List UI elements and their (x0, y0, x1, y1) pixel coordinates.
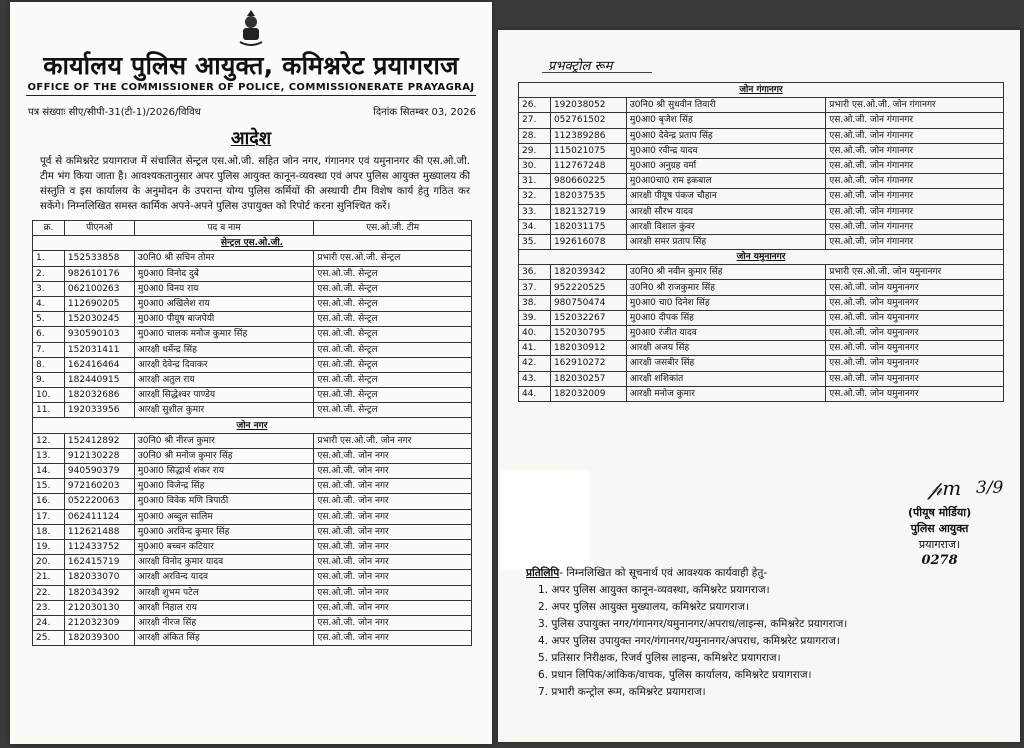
serial-cell: 24. (33, 615, 65, 630)
team-cell: एस.ओ.जी. जोन नगर (314, 615, 472, 630)
pno-cell: 162415719 (64, 555, 134, 570)
serial-cell: 23. (33, 600, 65, 615)
note-underline (542, 72, 652, 73)
rank-name-cell: आरक्षी विशाल कुंवर (626, 219, 825, 234)
team-cell: एस.ओ.जी. जोन यमुनानगर (826, 326, 1004, 341)
rank-name-cell: आरक्षी निहाल राय (134, 600, 314, 615)
serial-cell: 18. (33, 524, 65, 539)
serial-cell: 34. (519, 219, 551, 234)
order-body-text: पूर्व से कमिश्नरेट प्रयागराज में संचालित सेन्ट्रल एस.ओ.जी. सहित जोन नगर, गंगानगर एवं यमुनानगर की एस.ओ.जी. टीम भंग किया जाता है। आवश्यकतानुसार अपर पुलिस आयुक्त कानून-व्यवस्था एवं अपर पुलिस आयुक्त मुख्यालय की संस्तुति व इस कार्यालय के अनुमोदन के उपरान्त योग्य पुलिस कर्मियों की अस्थायी टीम विशेष कार्य हेतु गठित कर सकेंगे। निम्नलिखित समस्त कार्मिक अपने-अपने पुलिस उपायुक्त को रिपोर्ट करना सुनिश्चित करें। (40, 156, 470, 212)
team-cell: एस.ओ.जी. सेन्ट्रल (314, 327, 472, 342)
team-cell: एस.ओ.जी. जोन यमुनानगर (826, 310, 1004, 325)
serial-cell: 44. (519, 386, 551, 401)
serial-cell: 33. (519, 204, 551, 219)
team-cell: एस.ओ.जी. जोन नगर (314, 631, 472, 646)
rank-name-cell: आरक्षी देवेन्द्र दिवाकर (134, 357, 314, 372)
serial-cell: 9. (33, 372, 65, 387)
rank-name-cell: आरक्षी सिद्धेश्वर पाण्डेय (134, 388, 314, 403)
rank-name-cell: उ0नि0 श्री सुधवीन तिवारी (626, 98, 825, 113)
copy-to-section (526, 565, 1006, 701)
team-cell: प्रभारी एस.ओ.जी. जोन गंगानगर (826, 98, 1004, 113)
rank-name-cell: आरक्षी धर्मेन्द्र सिंह (134, 342, 314, 357)
copy-list-item: 6. प्रधान लिपिक/आंकिक/वाचक, पुलिस कार्यालय, कमिश्नरेट प्रयागराज। (538, 669, 812, 681)
table-row (33, 509, 472, 524)
serial-cell: 14. (33, 464, 65, 479)
pno-cell: 182030912 (550, 341, 626, 356)
table-row (33, 570, 472, 585)
serial-cell: 16. (33, 494, 65, 509)
pno-cell: 052761502 (550, 113, 626, 128)
table-row (33, 479, 472, 494)
rank-name-cell: मु0आ0 अरविन्द कुमार सिंह (134, 524, 314, 539)
team-cell: एस.ओ.जी. जोन गंगानगर (826, 204, 1004, 219)
team-cell: एस.ओ.जी. जोन नगर (314, 555, 472, 570)
rank-name-cell: आरक्षी मनोज कुमार (626, 386, 825, 401)
serial-cell: 4. (33, 296, 65, 311)
team-cell: एस.ओ.जी. जोन नगर (314, 448, 472, 463)
pno-cell: 212032309 (64, 615, 134, 630)
header-serial: क्र. (33, 221, 65, 236)
team-cell: एस.ओ.जी. जोन नगर (314, 509, 472, 524)
table-row (33, 372, 472, 387)
pno-cell: 182030257 (550, 371, 626, 386)
table-row (519, 98, 1004, 113)
rank-name-cell: मु0आ0 विजेन्द्र सिंह (134, 479, 314, 494)
pno-cell: 182032686 (64, 388, 134, 403)
pno-cell: 182032009 (550, 386, 626, 401)
rank-name-cell: मु0आ0 देवेन्द्र प्रताप सिंह (626, 128, 825, 143)
team-cell: एस.ओ.जी. जोन नगर (314, 479, 472, 494)
team-cell: एस.ओ.जी. जोन यमुनानगर (826, 341, 1004, 356)
team-cell: एस.ओ.जी. सेन्ट्रल (314, 266, 472, 281)
signatory-name: (पीयूष मोर्डिया) (908, 506, 972, 519)
signature-date: 3/9 (976, 478, 1004, 498)
serial-cell: 30. (519, 158, 551, 173)
rank-name-cell: आरक्षी अतुल राय (134, 372, 314, 387)
pno-cell: 212030130 (64, 600, 134, 615)
letter-number: पत्र संख्याः सीए/सीपी-31(टी-1)/2026/विविध (28, 107, 201, 118)
serial-cell: 43. (519, 371, 551, 386)
pno-cell: 112767248 (550, 158, 626, 173)
serial-cell: 29. (519, 143, 551, 158)
copy-intro-line (526, 565, 1006, 582)
copy-list-item: 5. प्रतिसार निरीक्षक, रिजर्व पुलिस लाइन्स, कमिश्नरेट प्रयागराज। (538, 652, 781, 664)
serial-cell: 35. (519, 234, 551, 249)
police-emblem-icon (236, 8, 266, 48)
rank-name-cell: मु0आ0 विनय राय (134, 281, 314, 296)
section-heading: सेन्ट्रल एस.ओ.जी. (33, 236, 472, 251)
pno-cell: 152030795 (550, 326, 626, 341)
order-title: आदेश (230, 128, 272, 149)
office-title-hindi: कार्यालय पुलिस आयुक्त, कमिश्नरेट प्रयागराज (43, 51, 459, 80)
serial-cell: 32. (519, 189, 551, 204)
team-cell: एस.ओ.जी. जोन गंगानगर (826, 158, 1004, 173)
table-row (33, 524, 472, 539)
table-row (519, 128, 1004, 143)
table-row (519, 143, 1004, 158)
table-row (33, 448, 472, 463)
personnel-table-right (518, 82, 1004, 402)
table-row (33, 539, 472, 554)
team-cell: एस.ओ.जी. जोन गंगानगर (826, 219, 1004, 234)
header-rank-name: पद व नाम (134, 221, 314, 236)
section-heading-row (33, 236, 472, 251)
table-row (519, 204, 1004, 219)
section-heading: जोन नगर (33, 418, 472, 433)
table-row (33, 600, 472, 615)
header-divider (26, 95, 476, 96)
pno-cell: 052220063 (64, 494, 134, 509)
pno-cell: 980750474 (550, 295, 626, 310)
table-row (33, 388, 472, 403)
team-cell: एस.ओ.जी. सेन्ट्रल (314, 281, 472, 296)
rank-name-cell: आरक्षी शशिकांत (626, 371, 825, 386)
team-cell: एस.ओ.जी. सेन्ट्रल (314, 296, 472, 311)
rank-name-cell: आरक्षी सुशील कुमार (134, 403, 314, 418)
serial-cell: 17. (33, 509, 65, 524)
table-row (33, 585, 472, 600)
pno-cell: 952220525 (550, 280, 626, 295)
rank-name-cell: आरक्षी शुभम पटेल (134, 585, 314, 600)
signature-scribble: 𝓅m (928, 476, 962, 500)
section-heading-row (33, 418, 472, 433)
table-row (33, 357, 472, 372)
table-row (33, 342, 472, 357)
table-row (33, 615, 472, 630)
pno-cell: 182132719 (550, 204, 626, 219)
rank-name-cell: आरक्षी विनोद कुमार यादव (134, 555, 314, 570)
serial-cell: 39. (519, 310, 551, 325)
rank-name-cell: आरक्षी अरविन्द यादव (134, 570, 314, 585)
rank-name-cell: आरक्षी अंकित सिंह (134, 631, 314, 646)
copy-intro: - निम्नलिखित को सूचनार्थ एवं आवश्यक कार्यवाही हेतु- (559, 567, 768, 579)
serial-cell: 2. (33, 266, 65, 281)
table-row (33, 464, 472, 479)
pno-cell: 980660225 (550, 174, 626, 189)
pno-cell: 062100263 (64, 281, 134, 296)
copy-list-item: 3. पुलिस उपायुक्त नगर/गंगानगर/यमुनानगर/अपराध/लाइन्स, कमिश्नरेट प्रयागराज। (538, 618, 848, 630)
team-cell: एस.ओ.जी. सेन्ट्रल (314, 403, 472, 418)
order-page-1 (10, 2, 492, 744)
team-cell: एस.ओ.जी. जोन यमुनानगर (826, 280, 1004, 295)
team-cell: एस.ओ.जी. सेन्ट्रल (314, 372, 472, 387)
pno-cell: 192033956 (64, 403, 134, 418)
serial-cell: 8. (33, 357, 65, 372)
pno-cell: 912130228 (64, 448, 134, 463)
personnel-table-left (32, 220, 472, 646)
header-pno: पीएनओ (64, 221, 134, 236)
rank-name-cell: मु0आ0 बच्चन कटियार (134, 539, 314, 554)
header-team: एस.ओ.जी. टीम (314, 221, 472, 236)
pno-cell: 152032267 (550, 310, 626, 325)
rank-name-cell: मु0आ0 अखिलेश राय (134, 296, 314, 311)
pno-cell: 162416464 (64, 357, 134, 372)
signatory-designation: पुलिस आयुक्त (910, 522, 969, 535)
table-row (519, 295, 1004, 310)
table-row (519, 386, 1004, 401)
table-row (519, 174, 1004, 189)
letter-date: दिनांक सितम्बर 03, 2026 (373, 107, 476, 118)
pno-cell: 112621488 (64, 524, 134, 539)
pno-cell: 115021075 (550, 143, 626, 158)
serial-cell: 5. (33, 312, 65, 327)
team-cell: एस.ओ.जी. जोन गंगानगर (826, 234, 1004, 249)
rank-name-cell: उ0नि0 श्री नीरज कुमार (134, 433, 314, 448)
table-row (519, 326, 1004, 341)
team-cell: एस.ओ.जी. जोन गंगानगर (826, 128, 1004, 143)
team-cell: एस.ओ.जी. जोन यमुनानगर (826, 295, 1004, 310)
table-row (519, 158, 1004, 173)
table-row (519, 113, 1004, 128)
rank-name-cell: उ0नि0 श्री मनोज कुमार सिंह (134, 448, 314, 463)
rank-name-cell: आरक्षी अजय सिंह (626, 341, 825, 356)
signatory-place: प्रयागराज। (918, 538, 961, 551)
rank-name-cell: मु0आ0 अनुग्रह वर्मा (626, 158, 825, 173)
rank-name-cell: मु0आ0 सिद्धार्थ शंकर राय (134, 464, 314, 479)
table-row (519, 234, 1004, 249)
pno-cell: 182037535 (550, 189, 626, 204)
serial-cell: 13. (33, 448, 65, 463)
pno-cell: 112389286 (550, 128, 626, 143)
copy-list (526, 582, 1006, 701)
rank-name-cell: मु0आ0 विनोद दुबे (134, 266, 314, 281)
table-row (33, 555, 472, 570)
dispatch-number: 0278 (921, 553, 958, 568)
rank-name-cell: मु0आ0 अब्दुल सालिम (134, 509, 314, 524)
team-cell: एस.ओ.जी. जोन नगर (314, 539, 472, 554)
table-row (33, 266, 472, 281)
table-header-row (33, 221, 472, 236)
rank-name-cell: मु0आ0 विवेक मणि त्रिपाठी (134, 494, 314, 509)
table-row (33, 631, 472, 646)
team-cell: एस.ओ.जी. जोन गंगानगर (826, 174, 1004, 189)
table-row (519, 265, 1004, 280)
serial-cell: 3. (33, 281, 65, 296)
pno-cell: 112690205 (64, 296, 134, 311)
serial-cell: 38. (519, 295, 551, 310)
team-cell: एस.ओ.जी. जोन गंगानगर (826, 113, 1004, 128)
serial-cell: 1. (33, 251, 65, 266)
serial-cell: 26. (519, 98, 551, 113)
table-row (519, 371, 1004, 386)
pno-cell: 182440915 (64, 372, 134, 387)
team-cell: एस.ओ.जी. जोन नगर (314, 464, 472, 479)
order-page-2 (498, 30, 1020, 742)
pno-cell: 972160203 (64, 479, 134, 494)
table-row (33, 403, 472, 418)
pno-cell: 062411124 (64, 509, 134, 524)
rank-name-cell: मु0आ0चा0 राम इकबाल (626, 174, 825, 189)
pno-cell: 982610176 (64, 266, 134, 281)
serial-cell: 15. (33, 479, 65, 494)
table-row (33, 296, 472, 311)
rank-name-cell: आरक्षी सौरभ यादव (626, 204, 825, 219)
copy-list-item: 1. अपर पुलिस आयुक्त कानून-व्यवस्था, कमिश्नरेट प्रयागराज। (538, 584, 770, 596)
pno-cell: 152031411 (64, 342, 134, 357)
pno-cell: 930590103 (64, 327, 134, 342)
team-cell: एस.ओ.जी. जोन नगर (314, 600, 472, 615)
serial-cell: 21. (33, 570, 65, 585)
table-row (519, 356, 1004, 371)
serial-cell: 20. (33, 555, 65, 570)
table-row (519, 189, 1004, 204)
pno-cell: 182033070 (64, 570, 134, 585)
table-row (33, 494, 472, 509)
serial-cell: 31. (519, 174, 551, 189)
serial-cell: 11. (33, 403, 65, 418)
pno-cell: 182039342 (550, 265, 626, 280)
team-cell: एस.ओ.जी. जोन नगर (314, 524, 472, 539)
table-row (519, 310, 1004, 325)
rank-name-cell: आरक्षी जसबीर सिंह (626, 356, 825, 371)
serial-cell: 19. (33, 539, 65, 554)
team-cell: एस.ओ.जी. जोन नगर (314, 570, 472, 585)
team-cell: प्रभारी एस.ओ.जी. सेन्ट्रल (314, 251, 472, 266)
team-cell: एस.ओ.जी. सेन्ट्रल (314, 388, 472, 403)
serial-cell: 22. (33, 585, 65, 600)
table-row (33, 327, 472, 342)
section-heading-row (519, 83, 1004, 98)
team-cell: प्रभारी एस.ओ.जी. जोन यमुनानगर (826, 265, 1004, 280)
rank-name-cell: मु0आ0 चा0 दिनेश सिंह (626, 295, 825, 310)
pno-cell: 940590379 (64, 464, 134, 479)
serial-cell: 37. (519, 280, 551, 295)
table-row (33, 433, 472, 448)
handwritten-note: प्रभक्ट्रोल रूम (548, 59, 613, 74)
serial-cell: 6. (33, 327, 65, 342)
copy-list-item: 4. अपर पुलिस उपायुक्त नगर/गंगानगर/यमुनानगर/अपराध, कमिश्नरेट प्रयागराज। (538, 635, 840, 647)
pno-cell: 192616078 (550, 234, 626, 249)
serial-cell: 28. (519, 128, 551, 143)
rank-name-cell: मु0आ0 रवीन्द्र यादव (626, 143, 825, 158)
pno-cell: 182031175 (550, 219, 626, 234)
rank-name-cell: मु0आ0 दीपक सिंह (626, 310, 825, 325)
team-cell: एस.ओ.जी. सेन्ट्रल (314, 342, 472, 357)
team-cell: एस.ओ.जी. जोन नगर (314, 494, 472, 509)
team-cell: एस.ओ.जी. जोन यमुनानगर (826, 356, 1004, 371)
serial-cell: 7. (33, 342, 65, 357)
pno-cell: 182039300 (64, 631, 134, 646)
pno-cell: 192038052 (550, 98, 626, 113)
rank-name-cell: मु0आ0 चालक मनोज कुमार सिंह (134, 327, 314, 342)
rank-name-cell: आरक्षी समर प्रताप सिंह (626, 234, 825, 249)
serial-cell: 10. (33, 388, 65, 403)
pno-cell: 152412892 (64, 433, 134, 448)
table-row (33, 312, 472, 327)
team-cell: एस.ओ.जी. जोन यमुनानगर (826, 371, 1004, 386)
pno-cell: 152030245 (64, 312, 134, 327)
section-heading: जोन गंगानगर (519, 83, 1004, 98)
rank-name-cell: मु0आ0 रंजीत यादव (626, 326, 825, 341)
section-heading: जोन यमुनानगर (519, 250, 1004, 265)
table-row (519, 280, 1004, 295)
redacted-area (500, 470, 590, 570)
team-cell: एस.ओ.जी. सेन्ट्रल (314, 312, 472, 327)
serial-cell: 25. (33, 631, 65, 646)
table-row (33, 281, 472, 296)
office-title-english: OFFICE OF THE COMMISSIONER OF POLICE, COMMISSIONERATE PRAYAGRAJ (27, 82, 475, 93)
copy-heading: प्रतिलिपि (526, 567, 560, 579)
serial-cell: 41. (519, 341, 551, 356)
team-cell: एस.ओ.जी. जोन यमुनानगर (826, 386, 1004, 401)
rank-name-cell: आरक्षी पीयूष पंकज चौहान (626, 189, 825, 204)
table-row (519, 219, 1004, 234)
serial-cell: 12. (33, 433, 65, 448)
rank-name-cell: मु0आ0 पीयूष बाजपेयी (134, 312, 314, 327)
team-cell: एस.ओ.जी. जोन नगर (314, 585, 472, 600)
team-cell: एस.ओ.जी. जोन गंगानगर (826, 189, 1004, 204)
copy-list-item: 7. प्रभारी कन्ट्रोल रूम, कमिश्नरेट प्रयागराज। (538, 686, 706, 698)
pno-cell: 112433752 (64, 539, 134, 554)
serial-cell: 27. (519, 113, 551, 128)
team-cell: प्रभारी एस.ओ.जी. जोन नगर (314, 433, 472, 448)
rank-name-cell: उ0नि0 श्री राजकुमार सिंह (626, 280, 825, 295)
serial-cell: 36. (519, 265, 551, 280)
serial-cell: 40. (519, 326, 551, 341)
section-heading-row (519, 250, 1004, 265)
rank-name-cell: उ0नि0 श्री सचिन तोमर (134, 251, 314, 266)
team-cell: एस.ओ.जी. सेन्ट्रल (314, 357, 472, 372)
rank-name-cell: आरक्षी नीरज सिंह (134, 615, 314, 630)
serial-cell: 42. (519, 356, 551, 371)
pno-cell: 182034392 (64, 585, 134, 600)
copy-list-item: 2. अपर पुलिस आयुक्त मुख्यालय, कमिश्नरेट प्रयागराज। (538, 601, 749, 613)
pno-cell: 162910272 (550, 356, 626, 371)
team-cell: एस.ओ.जी. जोन गंगानगर (826, 143, 1004, 158)
table-row (33, 251, 472, 266)
pno-cell: 152533858 (64, 251, 134, 266)
signature-block (908, 505, 971, 569)
rank-name-cell: मु0आ0 बृजेश सिंह (626, 113, 825, 128)
rank-name-cell: उ0नि0 श्री नवीन कुमार सिंह (626, 265, 825, 280)
table-row (519, 341, 1004, 356)
